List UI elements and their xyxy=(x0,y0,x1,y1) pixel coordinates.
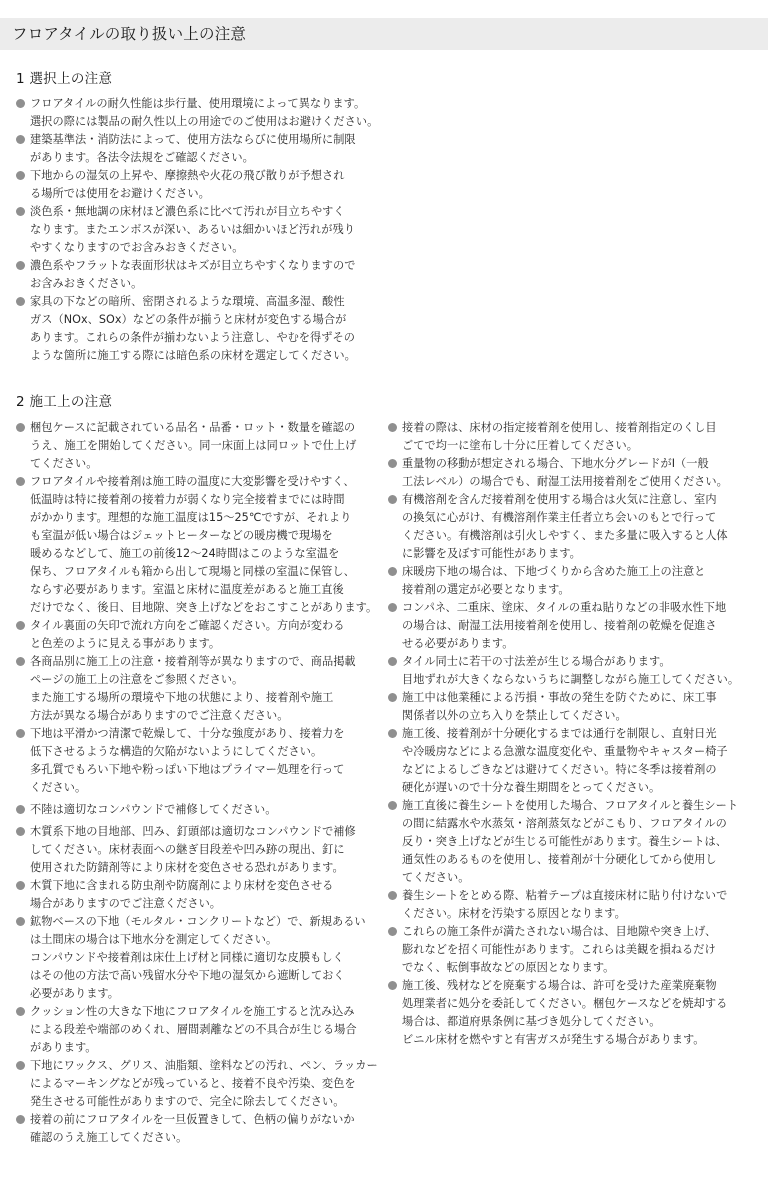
bullet-icon xyxy=(16,1007,25,1016)
list-item-text: 下地は平滑かつ清潔で乾燥して、十分な強度があり、接着力を 低下させるような構造的欠陥がないようにしてください。 多孔質でもろい下地や粉っぽい下地はプライマー処理を行って ください。 xyxy=(30,727,345,794)
list-item xyxy=(16,913,380,1003)
list-item-text: 下地からの湿気の上昇や、摩擦熱や火花の飛び散りが予想され る場所では使用をお避けください。 xyxy=(30,169,345,200)
list-item-text: 施工中は他業種による汚損・事故の発生を防ぐために、床工事 関係者以外の立ち入りを禁止してください。 xyxy=(402,691,717,722)
list-item xyxy=(388,455,756,491)
bullet-icon xyxy=(16,135,25,144)
list-item-text: 各商品別に施工上の注意・接着剤等が異なりますので、商品掲載 ページの施工上の注意をご参照ください。 また施工する場所の環境や下地の状態により、接着剤や施工 方法が異なる場合がありますのでご注意ください。 xyxy=(30,655,356,722)
bullet-icon xyxy=(388,981,397,990)
list-item-text: クッション性の大きな下地にフロアタイルを施工すると沈み込み による段差や端部のめくれ、層間剥離などの不具合が生じる場合 があります。 xyxy=(30,1005,357,1054)
bullet-icon xyxy=(388,927,397,936)
list-item xyxy=(16,1057,380,1111)
list-item-text: 下地にワックス、グリス、油脂類、塗料などの汚れ、ペン、ラッカー によるマーキングなどが残っていると、接着不良や汚染、変色を 発生させる可能性がありますので、完全に除去してください。 xyxy=(30,1059,378,1108)
list-item xyxy=(16,167,386,203)
bullet-icon xyxy=(388,567,397,576)
bullet-icon xyxy=(388,423,397,432)
notice-list xyxy=(16,419,380,1147)
list-item-text: 重量物の移動が想定される場合、下地水分グレードがⅠ（一般 工法レベル）の場合でも、耐湿工法用接着剤をご使用ください。 xyxy=(402,457,728,488)
list-item-text: 梱包ケースに記載されている品名・品番・ロット・数量を確認の うえ、施工を開始してください。同一床面上は同ロットで仕上げ てください。 xyxy=(30,421,357,470)
list-item xyxy=(16,1111,380,1147)
list-item xyxy=(16,823,380,877)
list-item-text: 不陸は適切なコンパウンドで補修してください。 xyxy=(30,803,277,816)
list-item-text: タイル裏面の矢印で流れ方向をご確認ください。方向が変わる と色差のように見える事があります。 xyxy=(30,619,345,650)
list-item xyxy=(16,131,386,167)
list-item-text: コンパネ、二重床、塗床、タイルの重ね貼りなどの非吸水性下地 の場合は、耐湿工法用接着剤を使用し、接着剤の乾燥を促進さ せる必要があります。 xyxy=(402,601,727,650)
list-item xyxy=(16,293,386,365)
bullet-icon xyxy=(16,881,25,890)
list-item xyxy=(388,491,756,563)
bullet-icon xyxy=(16,805,25,814)
list-item xyxy=(16,725,380,797)
bullet-icon xyxy=(16,297,25,306)
bullet-icon xyxy=(16,171,25,180)
bullet-icon xyxy=(16,1115,25,1124)
bullet-icon xyxy=(388,459,397,468)
bullet-icon xyxy=(16,827,25,836)
list-item-text: 建築基準法・消防法によって、使用方法ならびに使用場所に制限 があります。各法令法規をご確認ください。 xyxy=(30,133,356,164)
notice-list xyxy=(388,419,756,1049)
list-item-text: 施工後、残材などを廃棄する場合は、許可を受けた産業廃棄物 処理業者に処分を委託してください。梱包ケースなどを焼却する 場合は、都道府県条例に基づき処分してください。 ビニル床材を燃やすと有害ガスが発生する場合があります。 xyxy=(402,979,728,1046)
bullet-icon xyxy=(388,801,397,810)
list-item xyxy=(388,887,756,923)
section-heading-selection: 1 選択上の注意 xyxy=(16,71,113,87)
list-item-text: フロアタイルや接着剤は施工時の温度に大変影響を受けやすく、 低温時は特に接着剤の接着力が弱くなり完全接着までには時間 がかかります。理想的な施工温度は15〜25℃ですが、それより も室温が低い場合はジェットヒーターなどの暖房機で現場を 暖めるなどして、施工の前後12〜24時間はこのような室温を 保ち、フロアタイルも箱から出して現場と同様の室温に保管し、 ならす必要があります。室温と床材に温度差があると施工直後 だけでなく、後日、目地隙、突き上げなどをおこすことがあります。 xyxy=(30,475,378,614)
list-item-text: 施工直後に養生シートを使用した場合、フロアタイルと養生シート の間に結露水や水蒸気・溶剤蒸気などがこもり、フロアタイルの 反り・突き上げなどが生じる可能性があります。養生シートは、 通気性のあるものを使用し、接着剤が十分硬化してから使用し てください。 xyxy=(402,799,739,884)
list-item xyxy=(16,203,386,257)
list-item xyxy=(16,257,386,293)
section-heading-installation: 2 施工上の注意 xyxy=(16,394,113,410)
list-item-text: 接着の前にフロアタイルを一旦仮置きして、色柄の偏りがないか 確認のうえ施工してください。 xyxy=(30,1113,355,1144)
bullet-icon xyxy=(388,603,397,612)
list-item-text: 施工後、接着剤が十分硬化するまでは通行を制限し、直射日光 や冷暖房などによる急激な温度変化や、重量物やキャスター椅子 などによるしごきなどは避けてください。特に冬季は接着剤の 硬化が遅いので十分な養生期間をとってください。 xyxy=(402,727,728,794)
list-item-text: 養生シートをとめる際、粘着テープは直接床材に貼り付けないで ください。床材を汚染する原因となります。 xyxy=(402,889,728,920)
list-item-text: 鉱物ベースの下地（モルタル・コンクリートなど）で、新規あるい は土間床の場合は下地水分を測定してください。 コンパウンドや接着剤は床仕上げ材と同様に適切な皮膜もしく はその他の方法で高い残留水分や下地の湿気から遮断しておく 必要があります。 xyxy=(30,915,366,1000)
list-item xyxy=(388,563,756,599)
list-item xyxy=(388,419,756,455)
bullet-icon xyxy=(16,657,25,666)
page-title: フロアタイルの取り扱い上の注意 xyxy=(0,18,768,50)
list-item-text: タイル同士に若干の寸法差が生じる場合があります。 目地ずれが大きくならないうちに調整しながら施工してください。 xyxy=(402,655,740,686)
list-item xyxy=(16,419,380,473)
notice-list xyxy=(16,95,386,365)
bullet-icon xyxy=(16,1061,25,1070)
list-item xyxy=(16,95,386,131)
list-item xyxy=(16,653,380,725)
list-item xyxy=(16,617,380,653)
list-item-text: 木質下地に含まれる防虫剤や防腐剤により床材を変色させる 場合がありますのでご注意ください。 xyxy=(30,879,334,910)
list-item-text: 家具の下などの暗所、密閉されるような環境、高温多湿、酸性 ガス（NOx、SOx）などの条件が揃うと床材が変色する場合が あります。これらの条件が揃わないよう注意し、やむを得ずその ような箇所に施工する際には暗色系の床材を選定してください。 xyxy=(30,295,356,362)
list-item xyxy=(388,977,756,1049)
list-item xyxy=(16,1003,380,1057)
bullet-icon xyxy=(16,729,25,738)
bullet-icon xyxy=(388,657,397,666)
bullet-icon xyxy=(388,693,397,702)
bullet-icon xyxy=(16,207,25,216)
list-item xyxy=(388,725,756,797)
list-item xyxy=(16,801,380,819)
list-item-text: これらの施工条件が満たされない場合は、目地隙や突き上げ、 膨れなどを招く可能性があります。これらは美観を損ねるだけ でなく、転倒事故などの原因となります。 xyxy=(402,925,717,974)
list-item xyxy=(388,689,756,725)
installation-list-right xyxy=(388,419,756,1049)
list-item-text: 有機溶剤を含んだ接着剤を使用する場合は火気に注意し、室内 の換気に心がけ、有機溶剤作業主任者立ち会いのもとで行って ください。有機溶剤は引火しやすく、また多量に吸入すると人体 に影響を及ぼす可能性があります。 xyxy=(402,493,728,560)
bullet-icon xyxy=(16,261,25,270)
list-item xyxy=(388,653,756,689)
bullet-icon xyxy=(16,621,25,630)
list-item-text: フロアタイルの耐久性能は歩行量、使用環境によって異なります。 選択の際には製品の耐久性以上の用途でのご使用はお避けください。 xyxy=(30,97,379,128)
bullet-icon xyxy=(388,891,397,900)
bullet-icon xyxy=(16,477,25,486)
list-item-text: 濃色系やフラットな表面形状はキズが目立ちやすくなりますので お含みおきください。 xyxy=(30,259,356,290)
list-item xyxy=(16,473,380,617)
bullet-icon xyxy=(16,423,25,432)
bullet-icon xyxy=(388,729,397,738)
bullet-icon xyxy=(388,495,397,504)
bullet-icon xyxy=(16,917,25,926)
list-item xyxy=(388,923,756,977)
list-item xyxy=(388,797,756,887)
list-item-text: 床暖房下地の場合は、下地づくりから含めた施工上の注意と 接着剤の選定が必要となります。 xyxy=(402,565,706,596)
section-selection-list xyxy=(16,95,386,365)
bullet-icon xyxy=(16,99,25,108)
list-item xyxy=(16,877,380,913)
installation-list-left xyxy=(16,419,380,1147)
list-item xyxy=(388,599,756,653)
list-item-text: 木質系下地の目地部、凹み、釘頭部は適切なコンパウンドで補修 してください。床材表面への継ぎ目段差や凹み跡の現出、釘に 使用された防錆剤等により床材を変色させる恐れがあります。 xyxy=(30,825,356,874)
list-item-text: 淡色系・無地調の床材ほど濃色系に比べて汚れが目立ちやすく なります。またエンボスが深い、あるいは細かいほど汚れが残り やすくなりますのでお含みおきください。 xyxy=(30,205,355,254)
list-item-text: 接着の際は、床材の指定接着剤を使用し、接着剤指定のくし目 ごてで均一に塗布し十分に圧着してください。 xyxy=(402,421,717,452)
